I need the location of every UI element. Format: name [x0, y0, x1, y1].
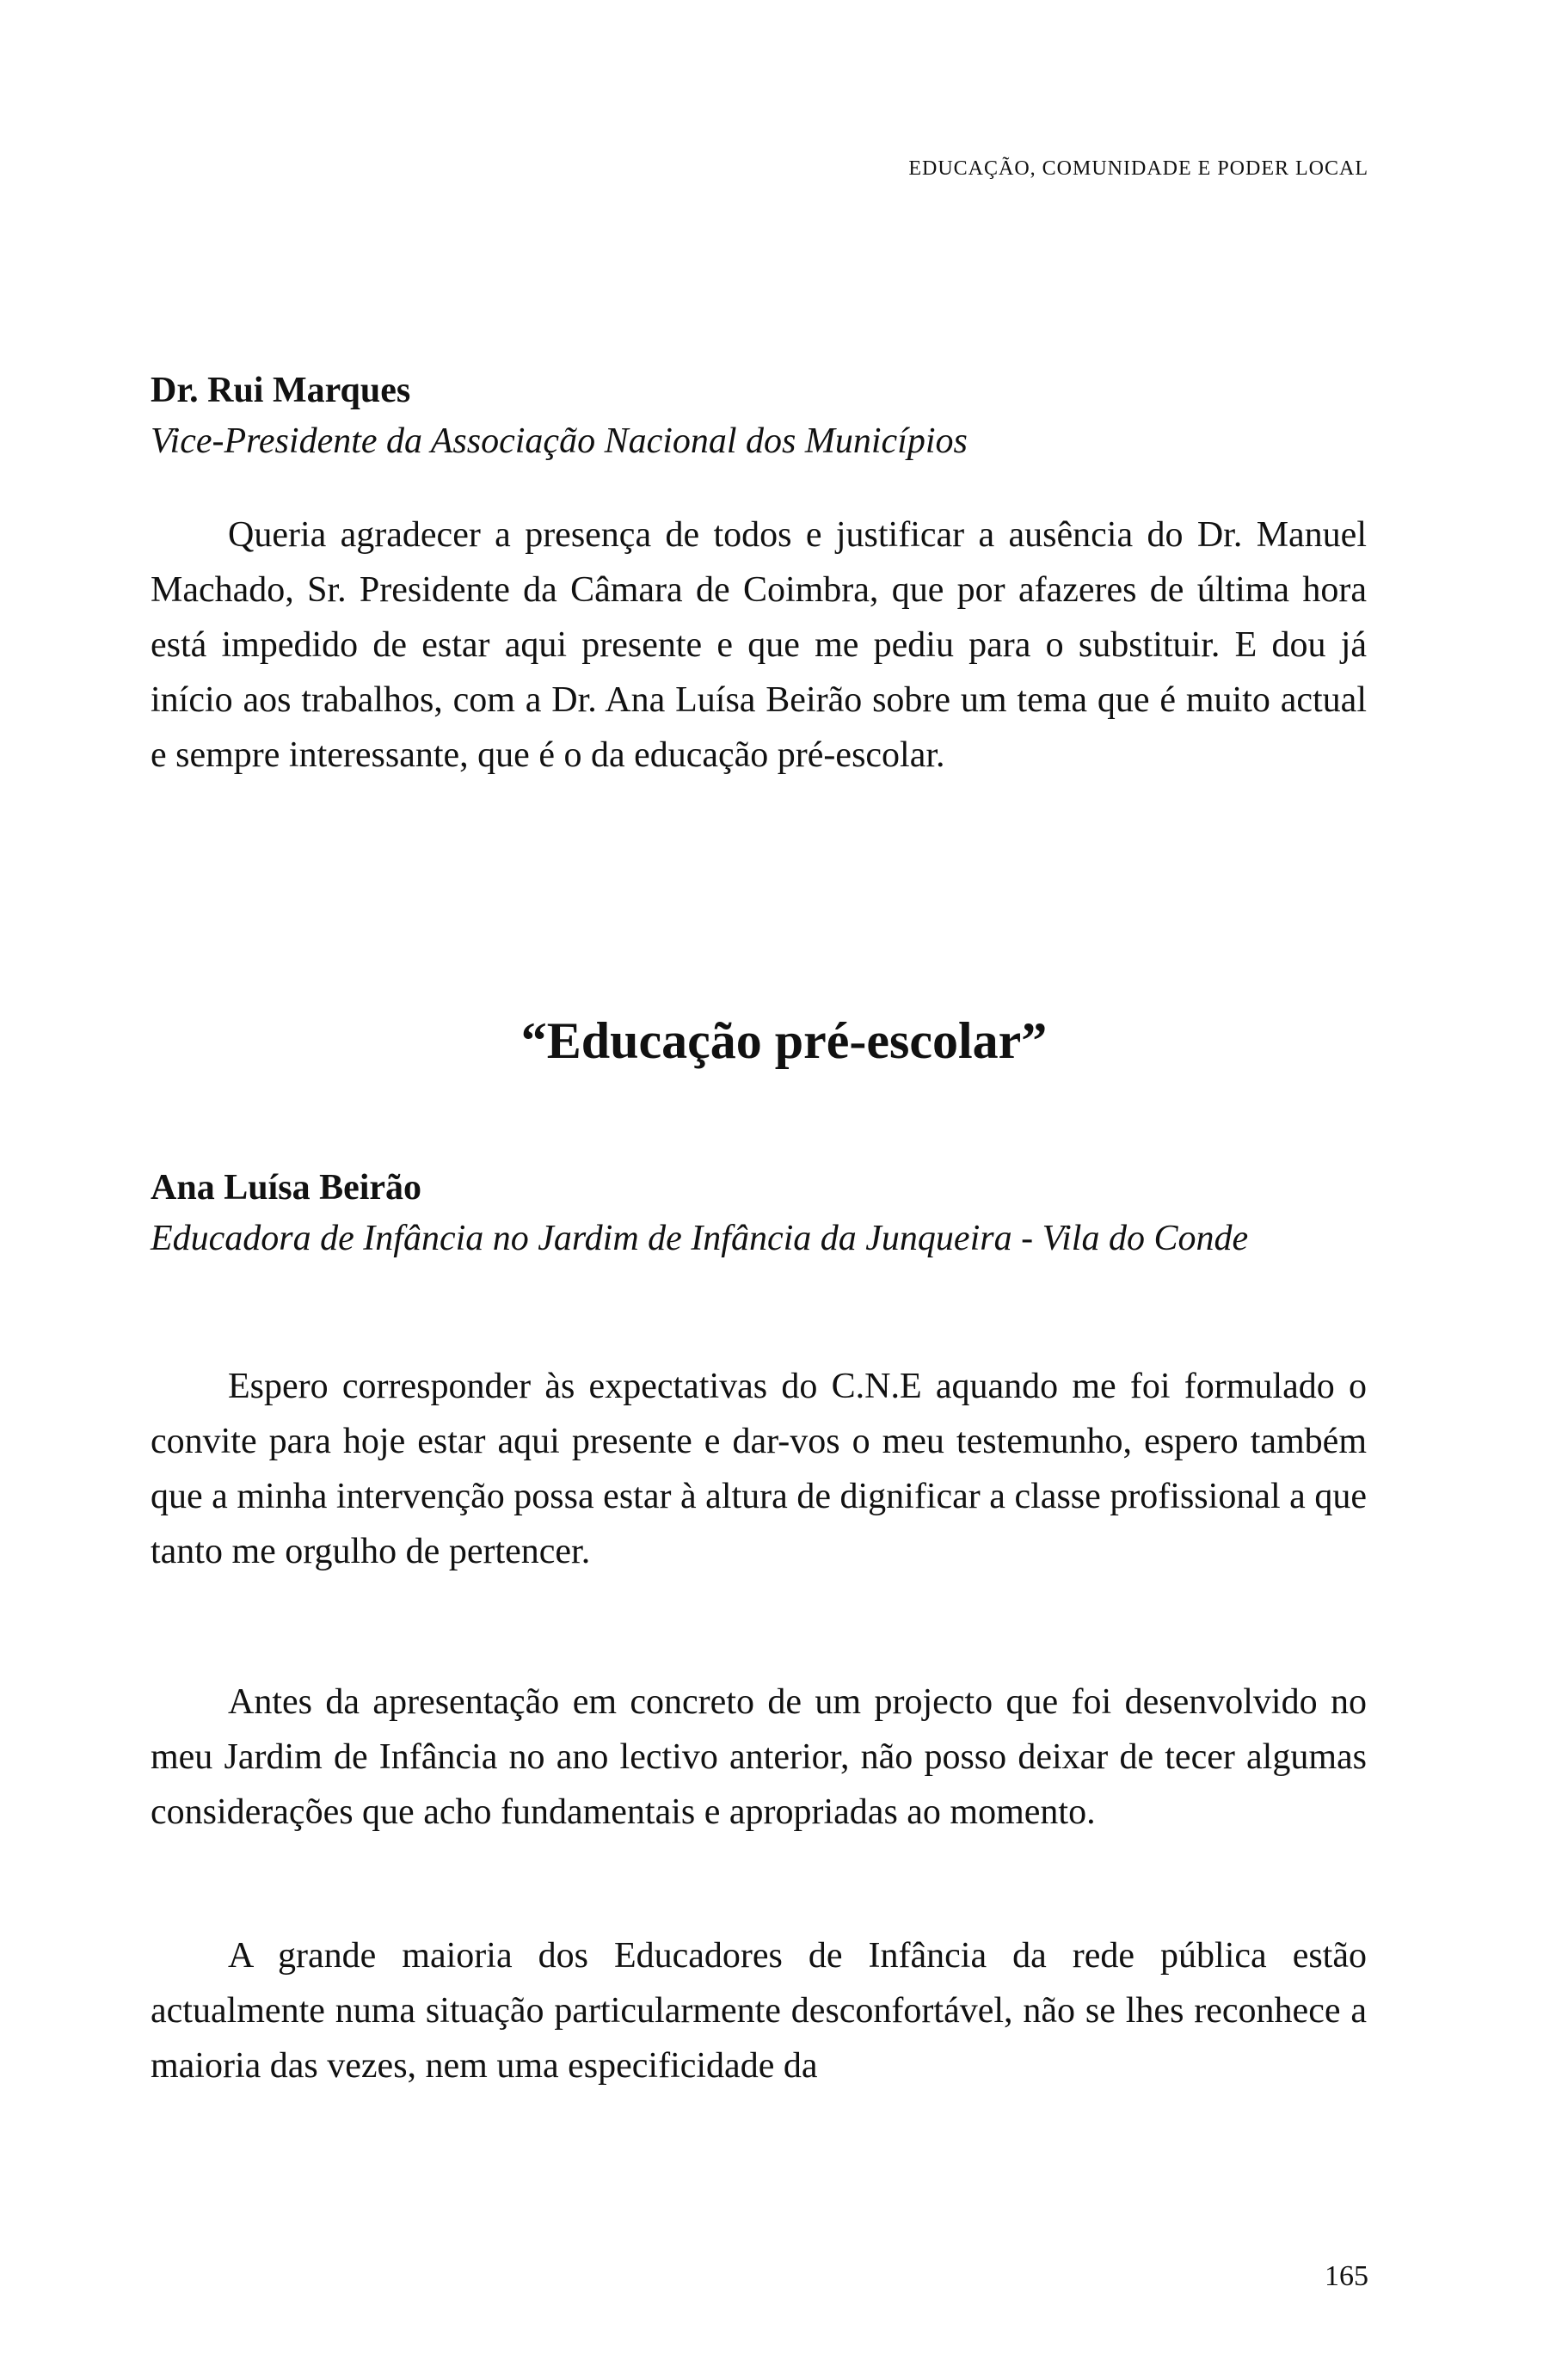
- body-paragraph-2: [151, 1675, 1367, 1840]
- page-number: 165: [1325, 2260, 1368, 2292]
- section-title: “Educação pré-escolar”: [520, 1012, 1048, 1069]
- author-name: Ana Luísa Beirão: [151, 1168, 422, 1208]
- body-paragraph-3: [151, 1928, 1367, 2093]
- speaker-role: Vice-Presidente da Associação Nacional dos Municípios: [151, 421, 968, 461]
- paragraph: Antes da apresentação em concreto de um projecto que foi desenvolvido no meu Jardim de Infância no ano lectivo anterior, não posso deixar de tecer algumas considerações que acho fundamentais e apropriadas ao momento.: [151, 1682, 1367, 1832]
- running-header: EDUCAÇÃO, COMUNIDADE E PODER LOCAL: [908, 157, 1368, 180]
- speaker-name: Dr. Rui Marques: [151, 371, 411, 410]
- intro-speaker-block: [151, 366, 1367, 467]
- paragraph: Espero corresponder às expectativas do C.N.E aquando me foi formulado o convite para hoje estar aqui presente e dar-vos o meu testemunho, espero também que a minha intervenção possa estar à altura de dignificar a classe profissional a que tanto me orgulho de pertencer.: [151, 1367, 1367, 1571]
- paragraph: A grande maioria dos Educadores de Infância da rede pública estão actualmente numa situação particularmente desconfortável, não se lhes reconhece a maioria das vezes, nem uma especificidade da: [151, 1936, 1367, 2086]
- body-paragraph-1: [151, 1359, 1367, 1579]
- author-role: Educadora de Infância no Jardim de Infância da Junqueira - Vila do Conde: [151, 1219, 1249, 1258]
- author-block: [151, 1163, 1367, 1264]
- intro-paragraph-block: [151, 507, 1367, 783]
- paragraph: Queria agradecer a presença de todos e justificar a ausência do Dr. Manuel Machado, Sr. Presidente da Câmara de Coimbra, que por afazeres de última hora está impedido de estar aqui presente e que me pediu para o substituir. E dou já início aos trabalhos, com a Dr. Ana Luísa Beirão sobre um tema que é muito actual e sempre interessante, que é o da educação pré-escolar.: [151, 515, 1367, 775]
